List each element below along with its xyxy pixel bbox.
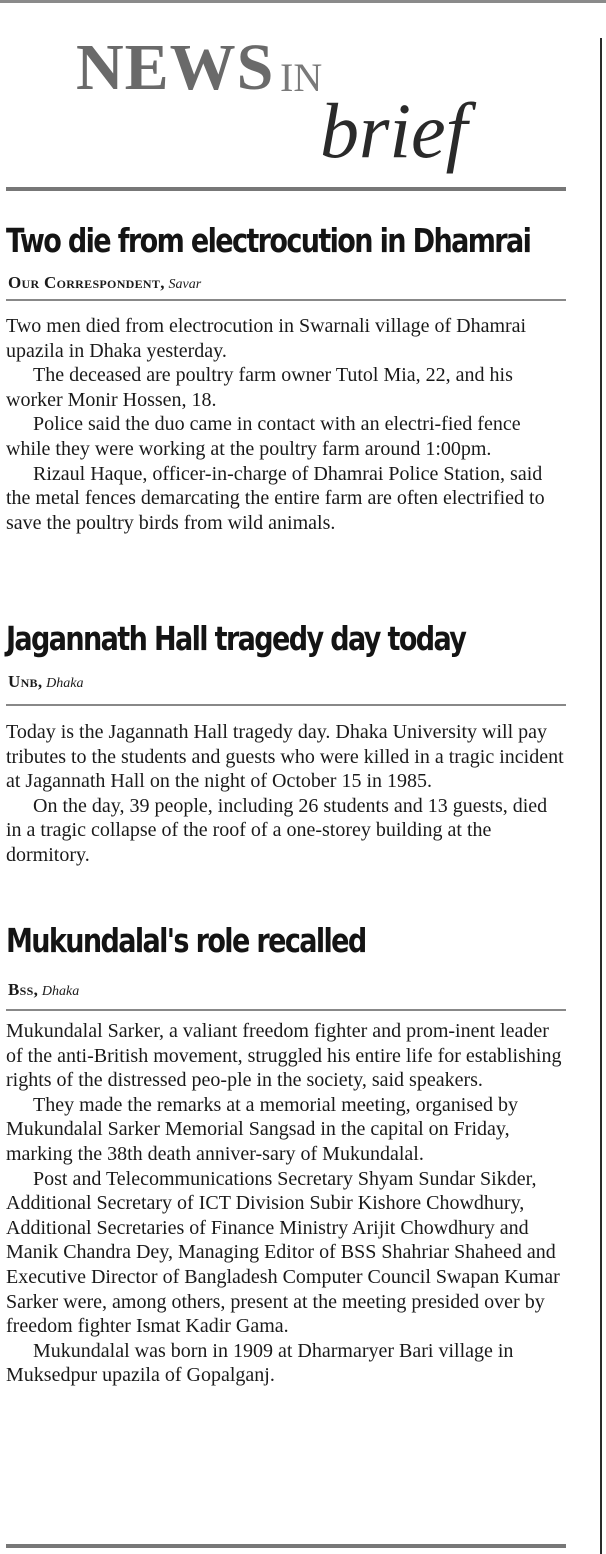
byline-divider [6, 704, 566, 706]
top-rule [0, 0, 606, 3]
byline [8, 273, 201, 295]
masthead-news: NEWS [76, 31, 275, 104]
paragraph: Mukundalal was born in 1909 at Dharmaryer Bari village in Muksedpur upazila of Gopalganj. [6, 1339, 514, 1387]
byline [8, 672, 83, 694]
headline: Jagannath Hall tragedy day today [6, 619, 466, 658]
byline-divider [6, 1009, 566, 1011]
byline-source: Our Correspondent, [8, 273, 165, 292]
paragraph: Police said the duo came in contact with an electri-fied fence while they were working at the poultry farm around 1:00pm. [6, 413, 521, 460]
headline: Mukundalal's role recalled [6, 921, 366, 960]
paragraph: Mukundalal Sarker, a valiant freedom fighter and prom-inent leader of the anti-British movement, struggled his entire life for establishing rights of the distressed peo-ple in the society, said speakers. [6, 1020, 562, 1092]
byline-location: Dhaka [46, 676, 84, 691]
byline-source: Unb, [8, 672, 43, 691]
paragraph: The deceased are poultry farm owner Tutol Mia, 22, and his worker Monir Hossen, 18. [6, 364, 513, 411]
paragraph: Today is the Jagannath Hall tragedy day. Dhaka University will pay tributes to the students and guests who were killed in a tragic incident at Jagannath Hall on the night of October 15 in 1985. [6, 721, 564, 793]
paragraph: Rizaul Haque, officer-in-charge of Dhamrai Police Station, said the metal fences demarcating the entire farm are often electrified to save the poultry birds from wild animals. [6, 462, 545, 534]
byline-divider [6, 299, 566, 301]
paragraph: Two men died from electrocution in Swarnali village of Dhamrai upazila in Dhaka yesterday. [6, 315, 527, 362]
byline-source: Bss, [8, 980, 39, 999]
article-body [6, 720, 566, 868]
headline: Two die from electrocution in Dhamrai [6, 221, 531, 260]
masthead-brief: brief [320, 87, 468, 174]
bottom-rule [6, 1544, 566, 1548]
byline-location: Savar [168, 277, 202, 292]
paragraph: On the day, 39 people, including 26 students and 13 guests, died in a tragic collapse of the roof of a one-storey building at the dormitory. [6, 794, 548, 866]
column-rule [600, 38, 602, 1554]
masthead-in: IN [280, 55, 323, 100]
masthead-divider [6, 187, 566, 191]
section-masthead [76, 28, 556, 174]
paragraph: Post and Telecommunications Secretary Shyam Sundar Sikder, Additional Secretary of ICT Division Subir Kishore Chowdhury, Additional Secretaries of Finance Ministry Arijit Chowdhury and Manik Chandra Dey, Managing Editor of BSS Shahriar Shaheed and Executive Director of Bangladesh Computer Council Swapan Kumar Sarker were, among others, present at the meeting presided over by freedom fighter Ismat Kadir Gama. [6, 1167, 560, 1338]
article-body [6, 314, 566, 535]
byline-location: Dhaka [41, 984, 80, 999]
article-body [6, 1019, 566, 1388]
paragraph: They made the remarks at a memorial meeting, organised by Mukundalal Sarker Memorial Sangsad in the capital on Friday, marking the 38th death anniver-sary of Mukundalal. [6, 1093, 519, 1165]
byline [8, 980, 79, 1002]
